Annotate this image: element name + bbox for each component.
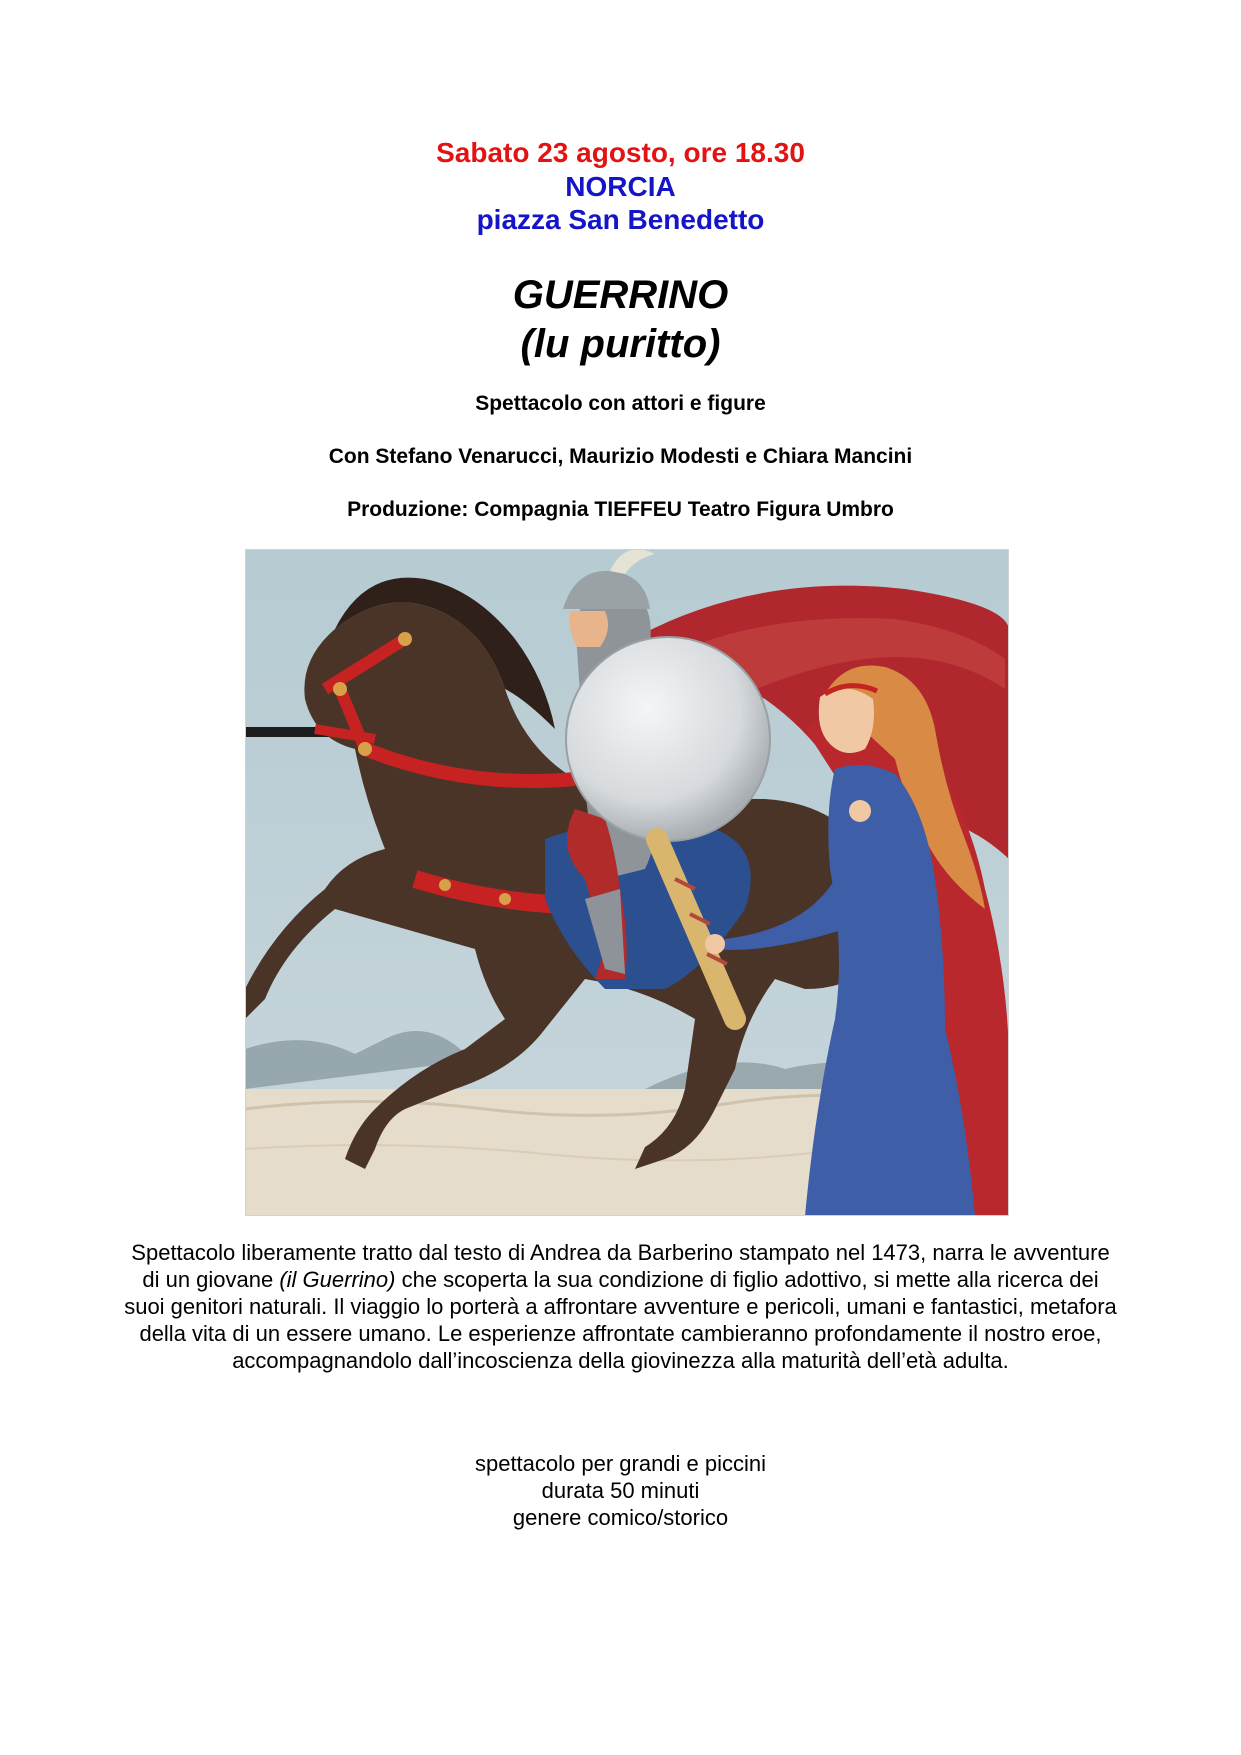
description-italic: (il Guerrino): [279, 1267, 396, 1292]
event-city: NORCIA: [565, 171, 676, 202]
show-description: [120, 1239, 1121, 1374]
description-text-2: che scoperta la sua condizione di figlio adottivo, si mette alla ricerca dei suoi genitori naturali. Il viaggio lo porterà a affrontare avventure e pericoli, umani e fantastici, metafora della vita di un essere umano. Le esperienze affrontate cambieranno profondamente il nostro eroe, accompagnandolo dall’incoscienza della giovinezza alla maturità dell’età adulta.: [124, 1267, 1117, 1373]
show-cast: Con Stefano Venarucci, Maurizio Modesti e Chiara Mancini: [328, 445, 913, 468]
audience-line: spettacolo per grandi e piccini: [474, 1451, 767, 1476]
description-text-1: Spettacolo liberamente tratto dal testo di Andrea da Barberino stampato nel 1473, narra le avventure di un giovane: [131, 1240, 1110, 1292]
show-details: [0, 1450, 1241, 1531]
duration-line: durata 50 minuti: [541, 1478, 700, 1503]
show-kind: Spettacolo con attori e figure: [475, 392, 766, 415]
show-title: GUERRINO: [512, 273, 729, 317]
genre-line: genere comico/storico: [512, 1505, 729, 1530]
event-date: Sabato 23 agosto, ore 18.30: [436, 137, 805, 168]
show-subtitle: (lu puritto): [520, 322, 721, 366]
show-production: Produzione: Compagnia TIEFFEU Teatro Figura Umbro: [347, 498, 894, 521]
knight-and-lady-illustration: [245, 549, 1009, 1216]
event-venue: piazza San Benedetto: [476, 204, 765, 235]
